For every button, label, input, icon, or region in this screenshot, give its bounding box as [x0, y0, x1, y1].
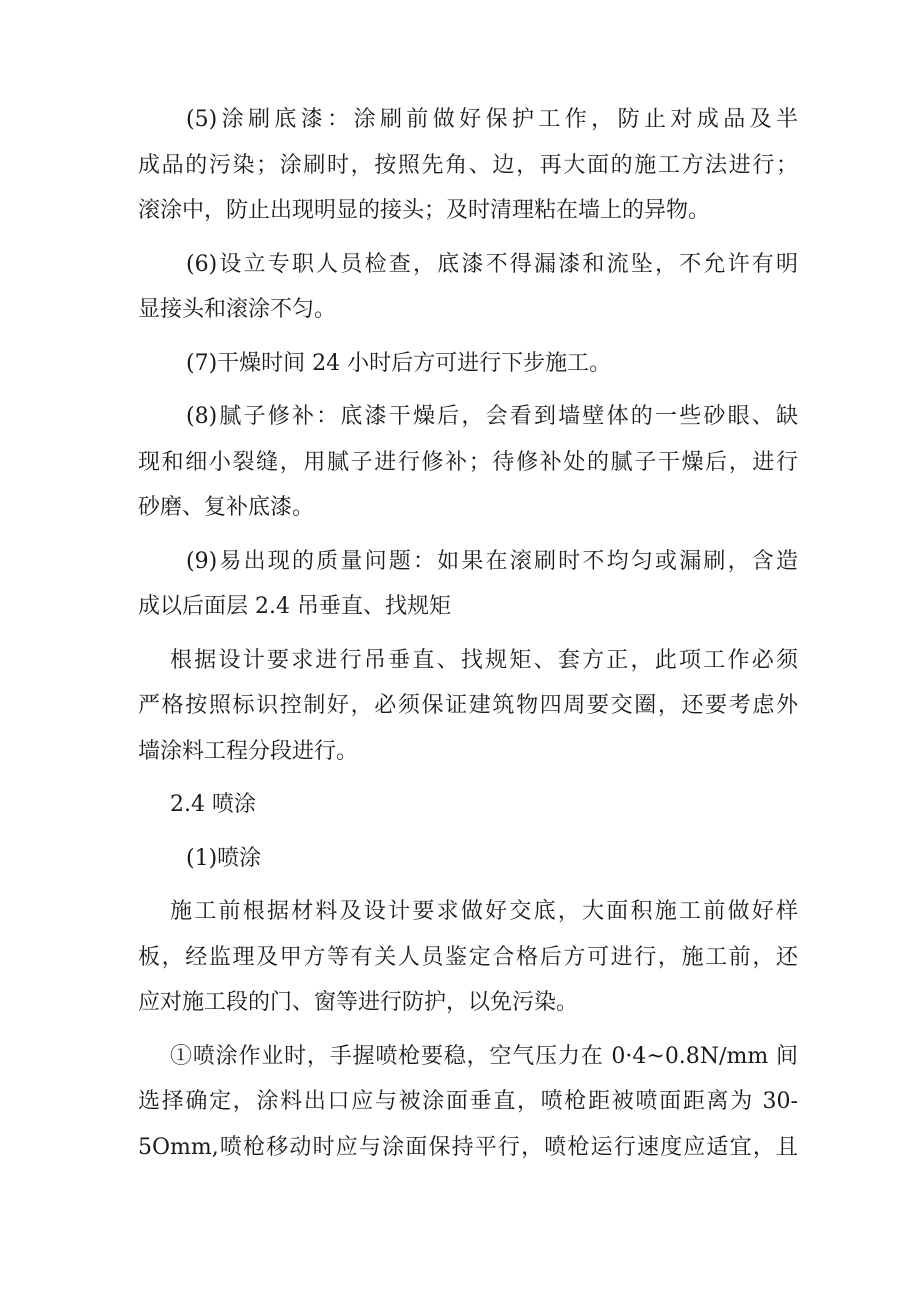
text-line: 现和细小裂缝，用腻子进行修补；待修补处的腻子干燥后，进行 [138, 449, 798, 475]
text-line: 显接头和滚涂不匀。 [138, 297, 337, 322]
text-line: 成品的污染；涂刷时，按照先角、边，再大面的施工方法进行； [138, 152, 798, 178]
text-line: 成以后面层 2.4 吊垂直、找规矩 [138, 594, 451, 619]
text-line: 板，经监理及甲方等有关人员鉴定合格后方可进行，施工前，还 [138, 944, 798, 970]
text-line: (8)腻子修补：底漆干燥后，会看到墙壁体的一些砂眼、缺 [186, 404, 798, 429]
text-line: 墙涂料工程分段进行。 [138, 738, 359, 764]
text-line: 选择确定，涂料出口应与被涂面垂直，喷枪距被喷面距离为 30- [138, 1089, 798, 1114]
text-line: (6)设立专职人员检查，底漆不得漏漆和流坠，不允许有明 [186, 251, 798, 277]
text-line: (9)易出现的质量问题：如果在滚刷时不均匀或漏刷，含造 [186, 548, 798, 574]
text-line: 砂磨、复补底漆。 [138, 495, 315, 520]
body-text [138, 97, 798, 1170]
subsection-heading: (1)喷涂 [186, 845, 262, 871]
text-line: 严格按照标识控制好，必须保证建筑物四周要交圈，还要考虑外 [138, 693, 798, 718]
text-line: 根据设计要求进行吊垂直、找规矩、套方正，此项工作必须 [170, 647, 798, 673]
text-line: ①喷涂作业时，手握喷枪要稳，空气压力在 0·4~0.8N∕mm 间 [170, 1043, 798, 1069]
text-line: 应对施工段的门、窗等进行防护，以免污染。 [138, 990, 579, 1015]
text-line: (7)干燥时间 24 小时后方可进行下步施工。 [186, 350, 612, 376]
text-line: 滚涂中，防止出现明显的接头；及时清理粘在墙上的异物。 [138, 198, 711, 223]
text-line: 5Omm,喷枪移动时应与涂面保持平行，喷枪运行速度应适宜，且 [138, 1134, 798, 1160]
text-line: (5)涂刷底漆：涂刷前做好保护工作，防止对成品及半 [186, 107, 798, 132]
text-line: 施工前根据材料及设计要求做好交底，大面积施工前做好样 [170, 899, 798, 924]
section-heading: 2.4 喷涂 [170, 792, 256, 817]
